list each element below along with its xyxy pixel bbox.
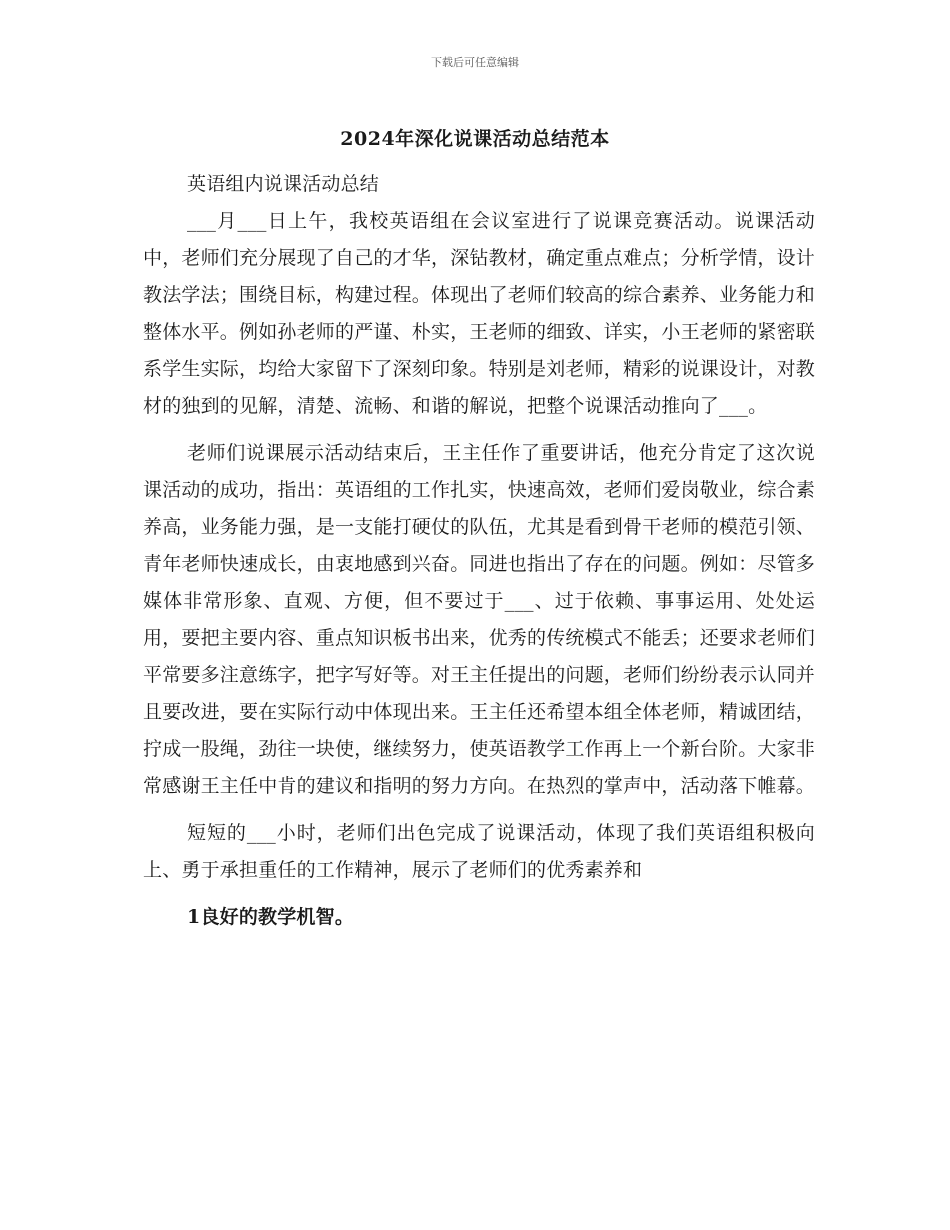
- document-title: 2024年深化说课活动总结范本: [340, 128, 610, 150]
- closing-line: 1良好的教学机智。: [187, 906, 355, 928]
- paragraph-2: 老师们说课展示活动结束后，王主任作了重要讲话，他充分肯定了这次说课活动的成功，指出：英语组的工作扎实，快速高效，老师们爱岗敬业，综合素养高，业务能力强，是一支能打硬仗的队伍，尤其是看到骨干老师的模范引领、青年老师快速成长，由衷地感到兴奋。同进也指出了存在的问题。例如：尽管多媒体非常形象、直观、方便，但不要过于___、过于依赖、事事运用、处处运用，要把主要内容、重点知识板书出来，优秀的传统模式不能丢；还要求老师们平常要多注意练字，把字写好等。对王主任提出的问题，老师们纷纷表示认同并且要改进，要在实际行动中体现出来。王主任还希望本组全体老师，精诚团结，拧成一股绳，劲往一块使，继续努力，使英语教学工作再上一个新台阶。大家非常感谢王主任中肯的建议和指明的努力方向。在热烈的掌声中，活动落下帷幕。: [143, 442, 816, 797]
- paragraph-3: 短短的___小时，老师们出色完成了说课活动，体现了我们英语组积极向上、勇于承担重任的工作精神，展示了老师们的优秀素养和: [143, 822, 815, 881]
- paragraph-1: ___月___日上午，我校英语组在会议室进行了说课竞赛活动。说课活动中，老师们充分展现了自己的才华，深钻教材，确定重点难点；分析学情，设计教法学法；围绕目标，构建过程。体现出了老师们较高的综合素养、业务能力和整体水平。例如孙老师的严谨、朴实，王老师的细致、详实，小王老师的紧密联系学生实际，均给大家留下了深刻印象。特别是刘老师，精彩的说课设计，对教材的独到的见解，清楚、流畅、和谐的解说，把整个说课活动推向了___。: [143, 210, 816, 417]
- section-heading: 英语组内说课活动总结: [187, 173, 380, 195]
- document-body: [143, 166, 815, 936]
- page-header-note: 下载后可任意编辑: [431, 56, 519, 69]
